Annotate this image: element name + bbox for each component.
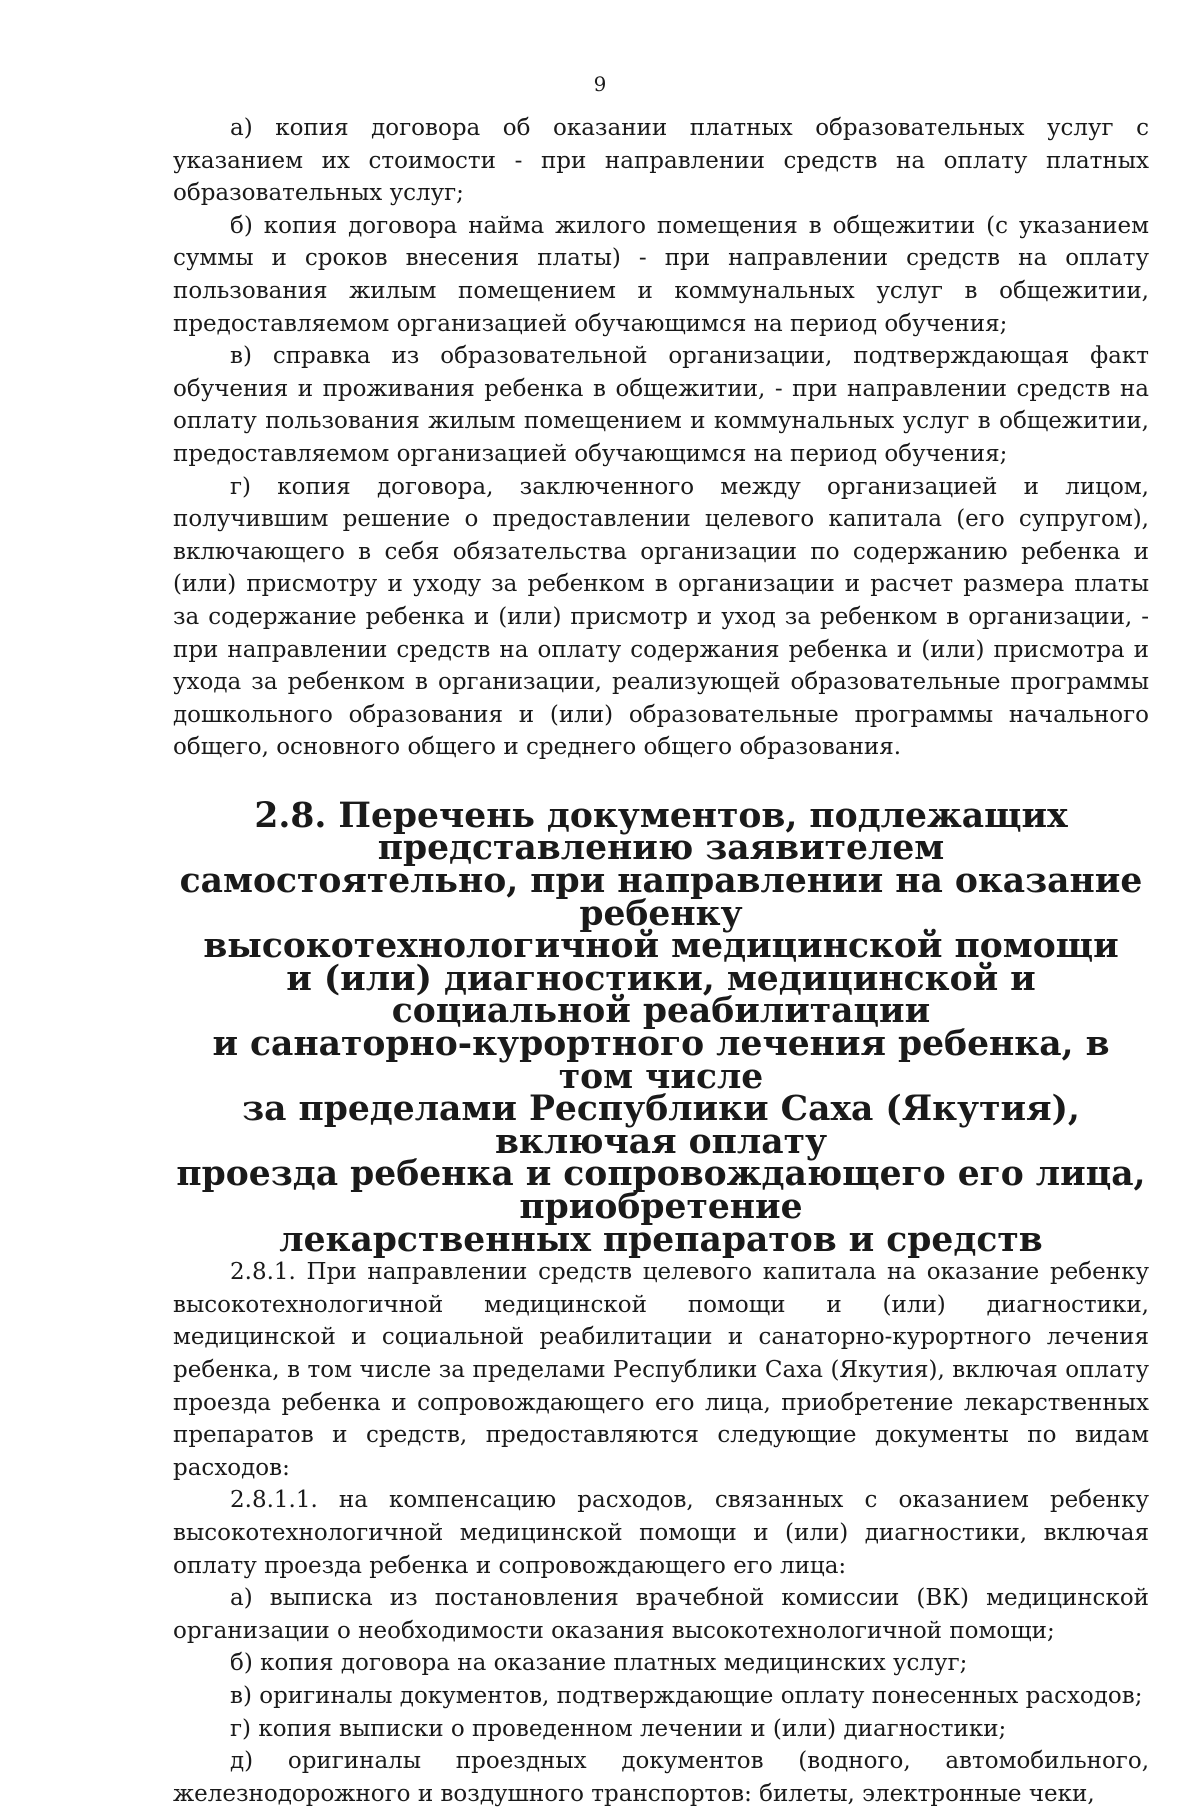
heading-line: лекарственных препаратов и средств bbox=[279, 1219, 1043, 1260]
paragraph-item-b-dormitory-contract: б) копия договора найма жилого помещения в общежитии (с указанием суммы и сроков внесения платы) - при направлении средств на оплату пользования жилым помещением и коммунальных услуг в общежитии, предоставляемом организацией обучающимся на период обучения; bbox=[173, 212, 1149, 337]
paragraph-2-8-1-1: 2.8.1.1. на компенсацию расходов, связанных с оказанием ребенку высокотехнологичной медицинской помощи и (или) диагностики, включая оплату проезда ребенка и сопровождающего его лица: bbox=[173, 1487, 1149, 1579]
heading-line: проезда ребенка и сопровождающего его лица, приобретение bbox=[176, 1154, 1146, 1227]
heading-line: за пределами Республики Саха (Якутия), включая оплату bbox=[242, 1089, 1080, 1162]
paragraph-item-b-medical-contract: б) копия договора на оказание платных медицинских услуг; bbox=[230, 1650, 968, 1677]
document-body bbox=[173, 112, 1149, 1810]
paragraph-item-g-childcare-contract: г) копия договора, заключенного между организацией и лицом, получившим решение о предоставлении целевого капитала (его супругом), включающего в себя обязательства организации по содержанию ребенка и (или) присмотру и уходу за ребенком в организации и расчет размера платы за содержание ребенка и (или) присмотр и уход за ребенком в организации, - при направлении средств на оплату содержания ребенка и (или) присмотра и ухода за ребенком в организации, реализующей образовательные программы дошкольного образования и (или) образовательные программы начального общего, основного общего и среднего общего образования. bbox=[173, 473, 1149, 761]
paragraph-item-v-payment-originals: в) оригиналы документов, подтверждающие оплату понесенных расходов; bbox=[230, 1682, 1143, 1709]
heading-line: и (или) диагностики, медицинской и социальной реабилитации bbox=[286, 958, 1036, 1032]
heading-line: самостоятельно, при направлении на оказание ребенку bbox=[179, 861, 1143, 934]
heading-line: и санаторно-курортного лечения ребенка, в том числе bbox=[212, 1024, 1110, 1097]
paragraph-item-d-travel-documents: д) оригиналы проездных документов (водного, автомобильного, железнодорожного и воздушного транспортов: билеты, электронные чеки, bbox=[173, 1748, 1149, 1807]
paragraph-item-a-education-contract: а) копия договора об оказании платных образовательных услуг с указанием их стоимости - при направлении средств на оплату платных образовательных услуг; bbox=[173, 115, 1149, 207]
paragraph-2-8-1: 2.8.1. При направлении средств целевого капитала на оказание ребенку высокотехнологичной медицинской помощи и (или) диагностики, медицинской и социальной реабилитации и санаторно-курортного лечения ребенка, в том числе за пределами Республики Саха (Якутия), включая оплату проезда ребенка и сопровождающего его лица, приобретение лекарственных препаратов и средств, предоставляются следующие документы по видам расходов: bbox=[173, 1259, 1149, 1481]
page-number: 9 bbox=[593, 72, 607, 96]
heading-line: 2.8. Перечень документов, подлежащих представлению заявителем bbox=[254, 795, 1068, 869]
paragraph-item-a-vk-extract: а) выписка из постановления врачебной комиссии (ВК) медицинской организации о необходимости оказания высокотехнологичной помощи; bbox=[173, 1585, 1149, 1644]
section-heading-2-8 bbox=[173, 795, 1149, 1260]
heading-line: высокотехнологичной медицинской помощи bbox=[203, 926, 1119, 967]
paragraph-item-g-treatment-extract: г) копия выписки о проведенном лечении и (или) диагностики; bbox=[230, 1715, 1007, 1742]
section-spacer bbox=[173, 764, 1149, 800]
paragraph-item-v-school-certificate: в) справка из образовательной организации, подтверждающая факт обучения и проживания ребенка в общежитии, - при направлении средств на оплату пользования жилым помещением и коммунальных услуг в общежитии, предоставляемом организацией обучающимся на период обучения; bbox=[173, 343, 1149, 467]
